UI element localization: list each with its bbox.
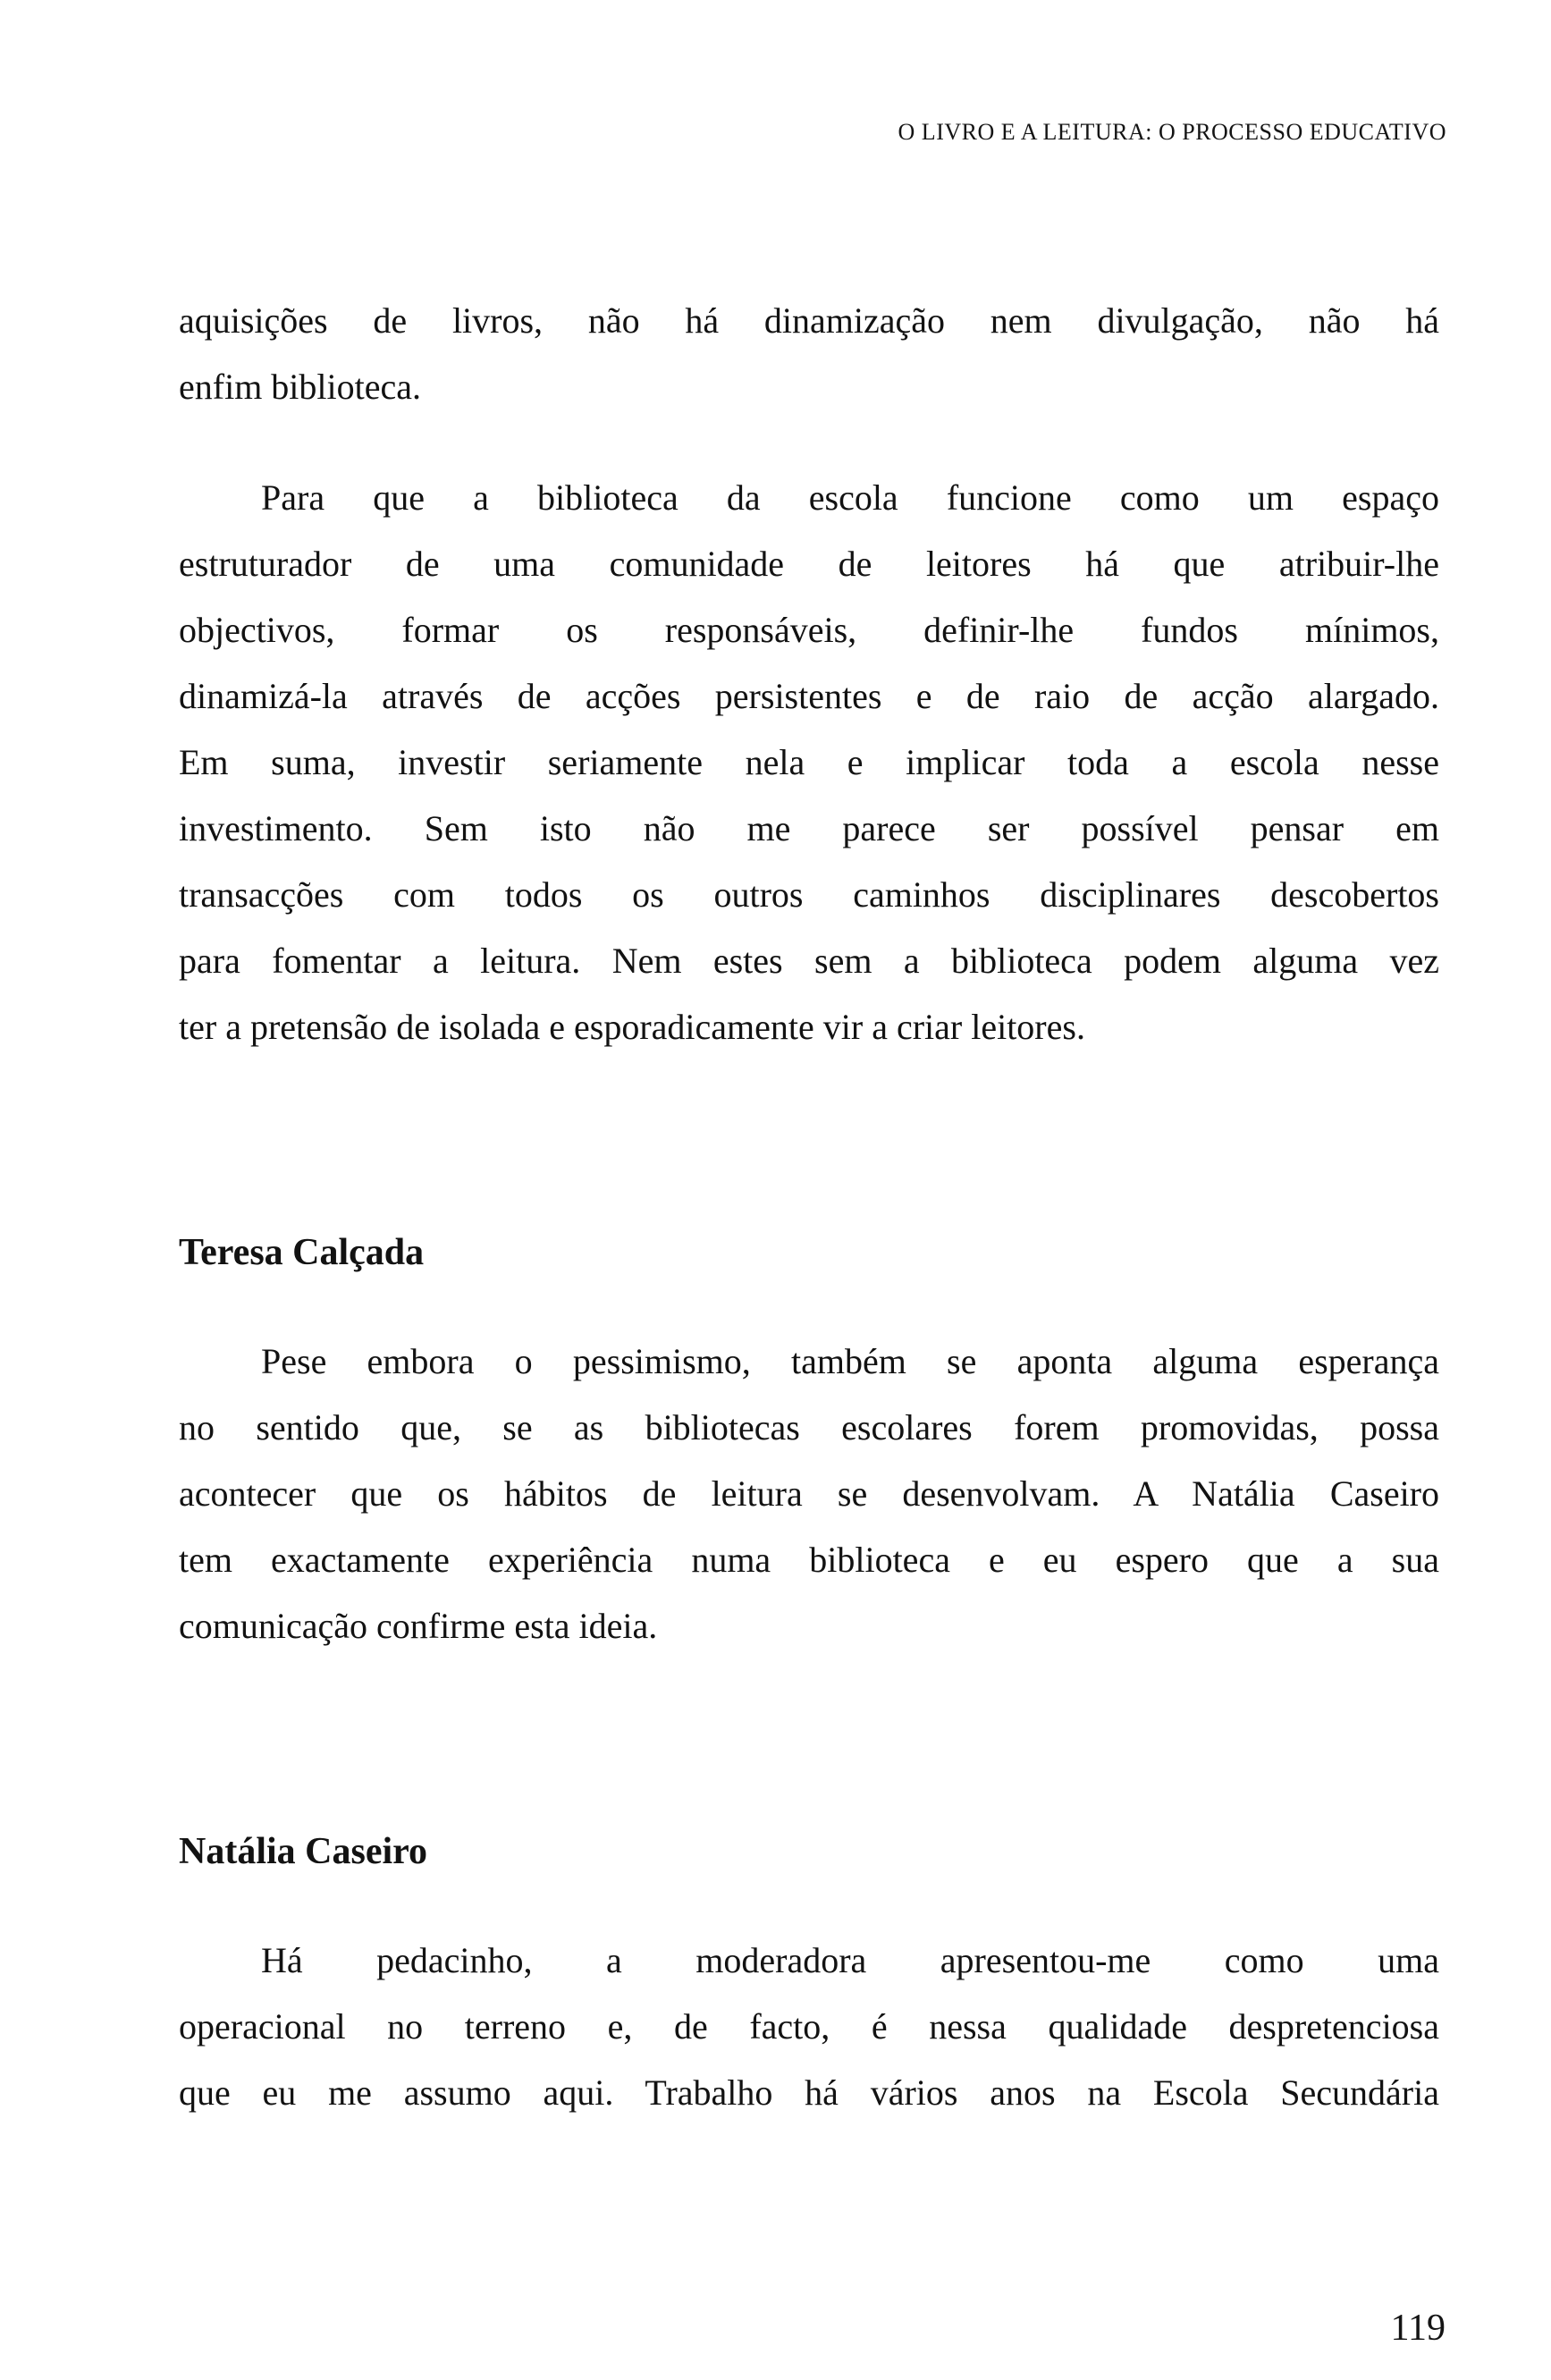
paragraph [179, 1928, 1439, 2126]
text-line: comunicação confirme esta ideia. [179, 1606, 658, 1646]
text-line: tem exactamente experiência numa biblioteca e eu espero que a sua [179, 1540, 1439, 1580]
running-header: O LIVRO E A LEITURA: O PROCESSO EDUCATIVO [898, 119, 1446, 145]
text-line: transacções com todos os outros caminhos disciplinares descobertos [179, 874, 1439, 915]
text-line: aquisições de livros, não há dinamização nem divulgação, não há [179, 300, 1439, 341]
text-line: Há pedacinho, a moderadora apresentou-me como uma [261, 1940, 1439, 1980]
text-line: Em suma, investir seriamente nela e implicar toda a escola nesse [179, 742, 1439, 782]
text-line: operacional no terreno e, de facto, é nessa qualidade despretenciosa [179, 2006, 1439, 2047]
text-line: enfim biblioteca. [179, 367, 422, 407]
paragraph [179, 465, 1439, 1060]
text-line: acontecer que os hábitos de leitura se desenvolvam. A Natália Caseiro [179, 1473, 1439, 1514]
page-number: 119 [1390, 2308, 1446, 2349]
text-line: para fomentar a leitura. Nem estes sem a biblioteca podem alguma vez [179, 941, 1439, 981]
text-line: no sentido que, se as bibliotecas escolares forem promovidas, possa [179, 1407, 1439, 1447]
text-line: Pese embora o pessimismo, também se aponta alguma esperança [261, 1341, 1439, 1381]
text-line: dinamizá-la através de acções persistentes e de raio de acção alargado. [179, 676, 1439, 716]
text-line: estruturador de uma comunidade de leitores há que atribuir-lhe [179, 544, 1439, 584]
section-heading: Teresa Calçada [179, 1232, 425, 1273]
section-heading: Natália Caseiro [179, 1831, 428, 1872]
text-line: ter a pretensão de isolada e esporadicamente vir a criar leitores. [179, 1007, 1085, 1047]
text-line: objectivos, formar os responsáveis, definir-lhe fundos mínimos, [179, 610, 1439, 650]
text-line: Para que a biblioteca da escola funcione como um espaço [261, 477, 1439, 518]
text-line: que eu me assumo aqui. Trabalho há vários anos na Escola Secundária [179, 2072, 1439, 2113]
paragraph [179, 288, 1439, 420]
text-body [179, 0, 1439, 2126]
text-line: investimento. Sem isto não me parece ser possível pensar em [179, 808, 1439, 848]
paragraph [179, 1329, 1439, 1659]
